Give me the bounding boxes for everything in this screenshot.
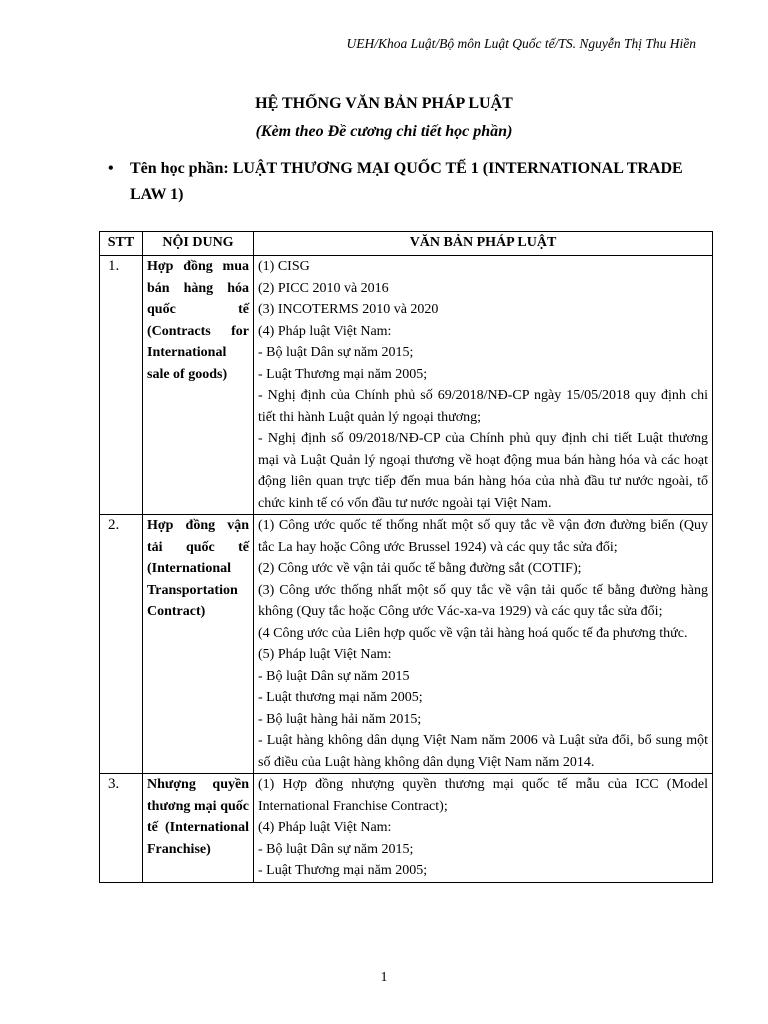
law-item: (2) Công ước về vận tải quốc tế bằng đường sắt (COTIF); — [258, 561, 582, 576]
law-item: (3) Công ước thống nhất một số quy tắc về vận tải quốc tế bằng đường hàng không (Quy tắc hoặc Công ước Vác-xa-va 1929) và các quy tắc sửa đổi; — [258, 582, 708, 619]
row-content: Hợp đồng vận tải quốc tế (International Transportation Contract) — [143, 515, 254, 774]
course-text: Tên học phần: LUẬT THƯƠNG MẠI QUỐC TẾ 1 (INTERNATIONAL TRADE LAW 1) — [130, 160, 683, 203]
table-header-row — [100, 232, 713, 256]
page-number: 1 — [380, 970, 388, 985]
document-title: HỆ THỐNG VĂN BẢN PHÁP LUẬT — [255, 95, 513, 112]
bullet-icon: • — [108, 160, 114, 177]
law-item: - Luật hàng không dân dụng Việt Nam năm 2006 và Luật sửa đổi, bổ sung một số điều của Luật hàng không dân dụng Việt Nam năm 2014. — [258, 733, 708, 770]
law-item: - Luật Thương mại năm 2005; — [258, 863, 428, 878]
law-item: (1) CISG — [258, 259, 310, 274]
law-item: - Nghị định của Chính phủ số 69/2018/NĐ-CP ngày 15/05/2018 quy định chi tiết thi hành Luật quản lý ngoại thương; — [258, 388, 708, 425]
table-row — [100, 256, 713, 515]
row-number: 3. — [100, 774, 143, 883]
table-row — [100, 774, 713, 883]
table-row — [100, 515, 713, 774]
row-content: Nhượng quyền thương mại quốc tế (International Franchise) — [143, 774, 254, 883]
law-item: - Luật Thương mại năm 2005; — [258, 366, 428, 382]
law-item: - Luật thương mại năm 2005; — [258, 690, 423, 705]
law-item: (5) Pháp luật Việt Nam: — [258, 647, 392, 662]
law-item: - Bộ luật hàng hải năm 2015; — [258, 711, 422, 727]
law-item: - Nghị định số 09/2018/NĐ-CP của Chính phủ quy định chi tiết Luật thương mại và Luật Quản lý ngoại thương về hoạt động mua bán hàng hóa và các hoạt động liên quan trực tiếp đến mua bán hàng hóa của nhà đầu tư nước ngoài, tổ chức kinh tế có vốn đầu tư nước ngoài tại Việt Nam. — [258, 431, 708, 511]
row-laws — [254, 774, 713, 883]
law-item: (3) INCOTERMS 2010 và 2020 — [258, 302, 439, 317]
law-item: - Bộ luật Dân sự năm 2015; — [258, 841, 414, 857]
course-name — [108, 156, 710, 208]
header-stt: STT — [100, 232, 143, 256]
header-note: UEH/Khoa Luật/Bộ môn Luật Quốc tế/TS. Nguyễn Thị Thu Hiền — [346, 36, 696, 51]
header-content: NỘI DUNG — [143, 232, 254, 256]
law-item: (4) Pháp luật Việt Nam: — [258, 323, 392, 339]
row-number: 2. — [100, 515, 143, 774]
law-item: (2) PICC 2010 và 2016 — [258, 280, 389, 296]
law-item: (1) Hợp đồng nhượng quyền thương mại quốc tế mẫu của ICC (Model International Franchise Contract); — [258, 777, 708, 814]
row-laws — [254, 515, 713, 774]
row-number: 1. — [100, 256, 143, 515]
law-item: (4) Pháp luật Việt Nam: — [258, 820, 392, 835]
header-laws: VĂN BẢN PHÁP LUẬT — [254, 232, 713, 256]
row-content: Hợp đồng mua bán hàng hóa quốc tế (Contracts for International sale of goods) — [143, 256, 254, 515]
row-laws — [254, 256, 713, 515]
legal-documents-table — [99, 231, 713, 883]
law-item: - Bộ luật Dân sự năm 2015 — [258, 668, 410, 684]
document-subtitle: (Kèm theo Đề cương chi tiết học phần) — [255, 123, 513, 140]
law-item: - Bộ luật Dân sự năm 2015; — [258, 345, 414, 360]
law-item: (1) Công ước quốc tế thống nhất một số quy tắc về vận đơn đường biển (Quy tắc La hay hoặc Công ước Brussel 1924) và các quy tắc sửa đổi; — [258, 518, 708, 555]
law-item: (4 Công ước của Liên hợp quốc về vận tải hàng hoá quốc tế đa phương thức. — [258, 625, 688, 641]
